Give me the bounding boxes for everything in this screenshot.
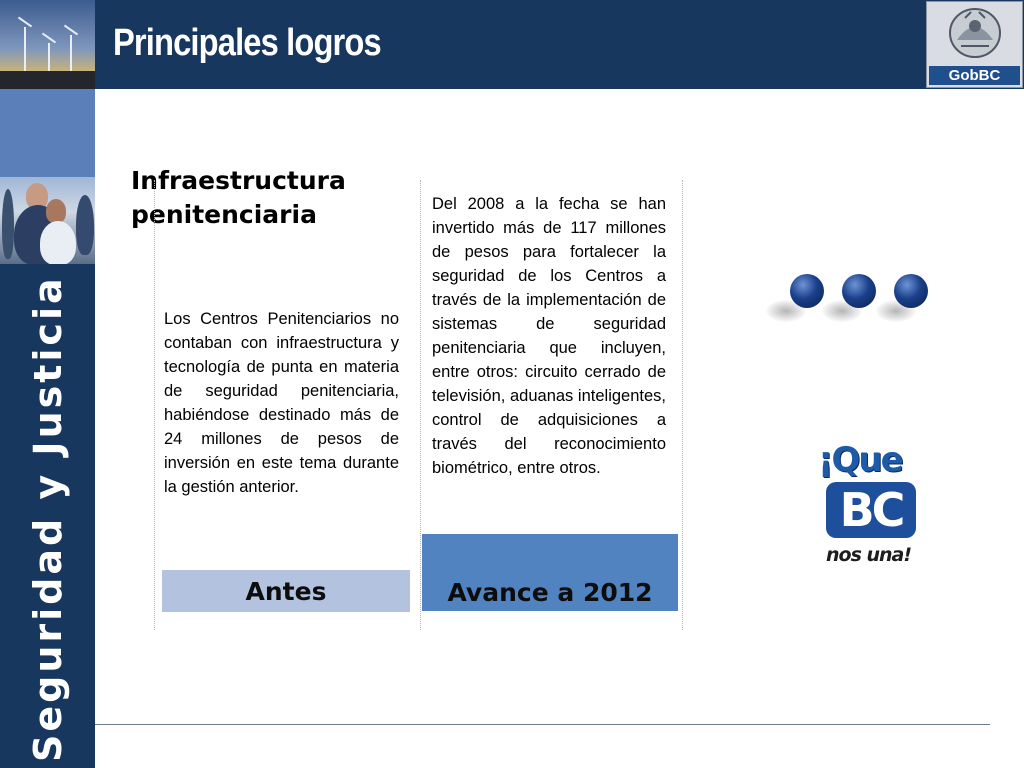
column-divider-right <box>682 180 683 630</box>
state-seal-icon <box>947 6 1003 60</box>
page-title: Principales logros <box>113 22 381 64</box>
gobbc-logo <box>926 1 1023 88</box>
section-vertical-title: Seguridad y Justicia <box>26 275 70 762</box>
dot-icon <box>894 274 928 308</box>
dot-icon <box>790 274 824 308</box>
footer-divider <box>95 724 990 725</box>
avance-text: Del 2008 a la fecha se han invertido más de 117 millones de pesos para fortalecer la seguridad de los Centros a través de la implementación de sistemas de seguridad penitenciaria que incluyen, entre otros: circuito cerrado de televisión, aduanas inteligentes, control de adquisiciones a través del reconocimiento biométrico, entre otros. <box>432 195 666 477</box>
section-subtitle: Infraestructura penitenciaria <box>131 166 346 229</box>
slogan-que: ¡Que <box>818 440 902 480</box>
slogan-bc: BC <box>826 482 916 538</box>
column-divider-left <box>154 180 155 630</box>
que-bc-nos-una-logo <box>818 440 922 576</box>
left-sidebar-accent <box>0 89 95 177</box>
column-divider-middle <box>420 180 421 630</box>
dot-icon <box>842 274 876 308</box>
antes-text: Los Centros Penitenciarios no contaban con infraestructura y tecnología de punta en materia de seguridad penitenciaria, habiéndose destinado más de 24 millones de pesos de inversión en este tema durante la gestión anterior. <box>164 310 399 496</box>
slogan-nos-una: nos una! <box>826 544 912 566</box>
header-bar <box>0 0 1024 89</box>
wind-turbines-photo <box>0 0 95 89</box>
people-photo <box>0 177 95 264</box>
decorative-dots <box>764 270 944 340</box>
avance-label: Avance a 2012 <box>422 534 678 611</box>
antes-label: Antes <box>162 570 410 612</box>
gobbc-wordmark: GobBC <box>929 66 1020 85</box>
